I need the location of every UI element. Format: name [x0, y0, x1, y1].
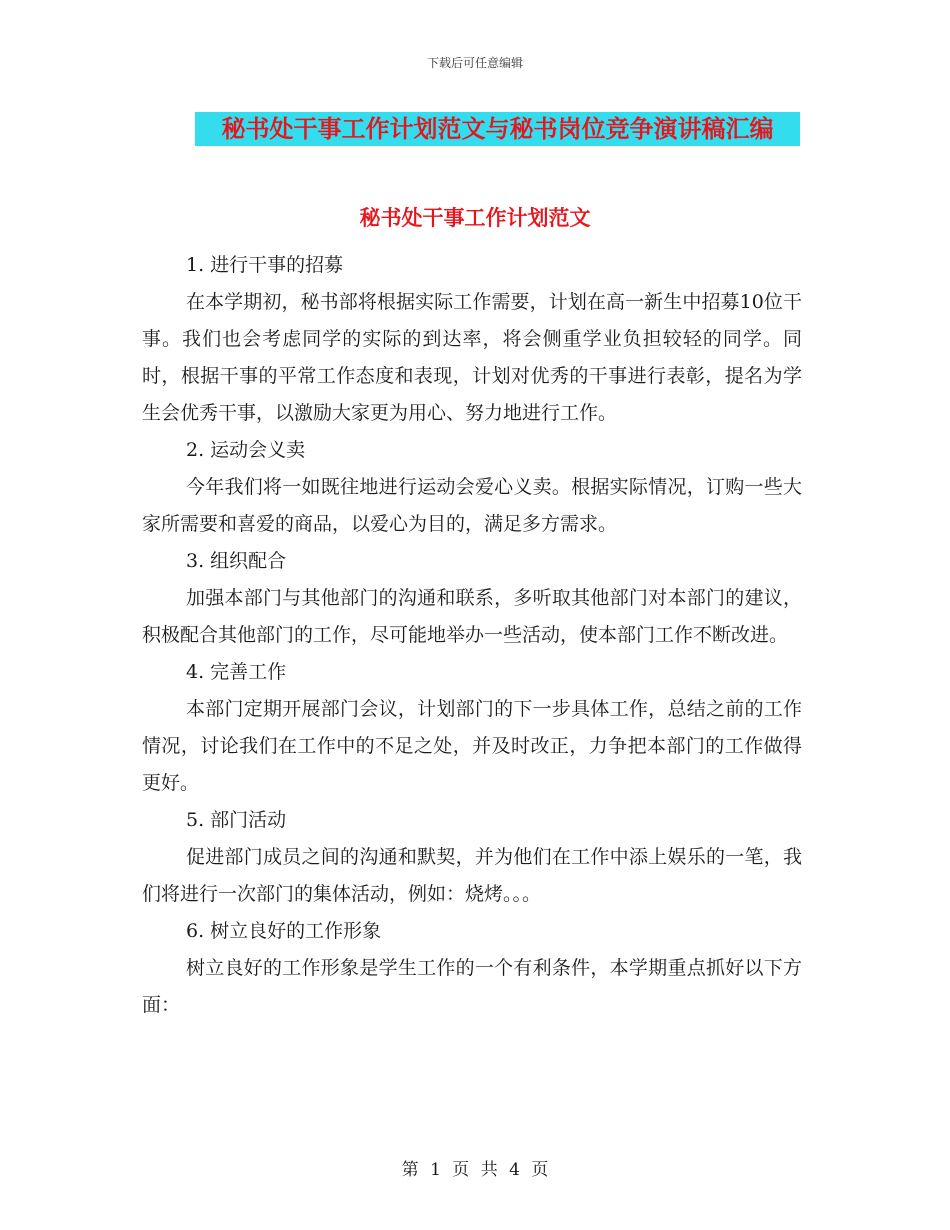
- section-heading-2: 2. 运动会义卖: [186, 439, 306, 461]
- section-body-5: 促进部门成员之间的沟通和默契，并为他们在工作中添上娱乐的一笔，我们将进行一次部门的集体活动，例如：烧烤。。。: [142, 846, 802, 905]
- header-note: 下载后可任意编辑: [426, 56, 523, 70]
- document-body: [142, 247, 802, 1024]
- section-heading-3: 3. 组织配合: [186, 550, 287, 572]
- page-number-footer: 第 1 页 共 4 页: [401, 1160, 549, 1180]
- section-heading-6: 6. 树立良好的工作形象: [186, 920, 382, 942]
- section-title: 秘书处干事工作计划范文: [359, 205, 591, 230]
- section-heading-1: 1. 进行干事的招募: [186, 254, 344, 276]
- section-body-3: 加强本部门与其他部门的沟通和联系，多听取其他部门对本部门的建议，积极配合其他部门的工作，尽可能地举办一些活动，使本部门工作不断改进。: [142, 587, 802, 646]
- section-heading-5: 5. 部门活动: [186, 809, 287, 831]
- section-body-6: 树立良好的工作形象是学生工作的一个有利条件，本学期重点抓好以下方面：: [142, 957, 802, 1016]
- document-title: 秘书处干事工作计划范文与秘书岗位竞争演讲稿汇编: [195, 112, 800, 146]
- section-heading-4: 4. 完善工作: [186, 661, 287, 683]
- section-body-4: 本部门定期开展部门会议，计划部门的下一步具体工作，总结之前的工作情况，讨论我们在工作中的不足之处，并及时改正，力争把本部门的工作做得更好。: [142, 698, 802, 794]
- section-body-1: 在本学期初，秘书部将根据实际工作需要，计划在高一新生中招募10位干事。我们也会考虑同学的实际的到达率，将会侧重学业负担较轻的同学。同时，根据干事的平常工作态度和表现，计划对优秀的干事进行表彰，提名为学生会优秀干事，以激励大家更为用心、努力地进行工作。: [142, 291, 802, 424]
- section-body-2: 今年我们将一如既往地进行运动会爱心义卖。根据实际情况，订购一些大家所需要和喜爱的商品，以爱心为目的，满足多方需求。: [142, 476, 802, 535]
